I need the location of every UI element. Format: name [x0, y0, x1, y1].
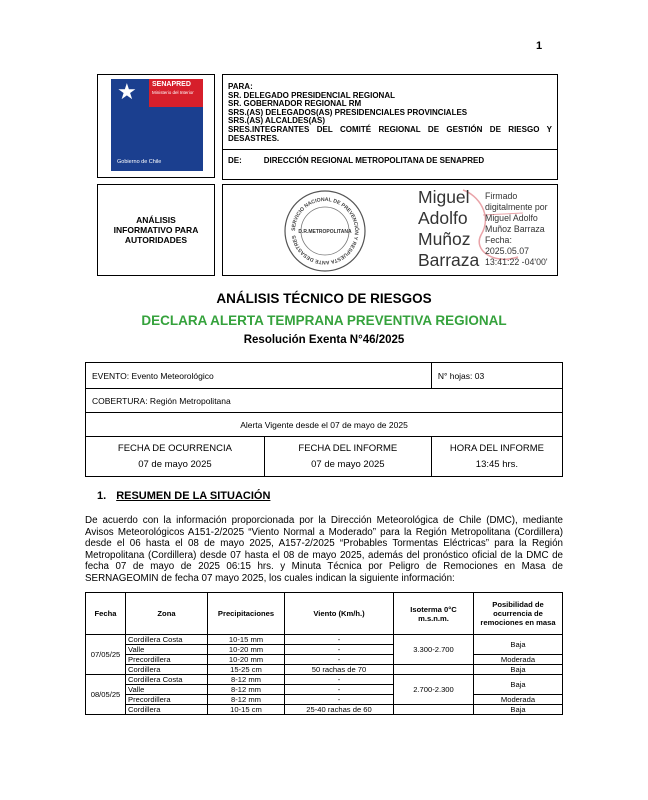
zona-cell: Precordillera — [126, 655, 208, 665]
table-row — [86, 665, 563, 675]
viento-cell: - — [285, 645, 394, 655]
logo-ministry: Ministerio del Interior — [152, 90, 194, 95]
viento-cell: 50 rachas de 70 — [285, 665, 394, 675]
header-remociones: Posibilidad de ocurrencia de remociones en masa — [474, 593, 563, 635]
para-label: PARA: — [228, 82, 253, 91]
recipient: SRS.(AS) ALCALDES(AS) — [228, 116, 326, 126]
precip-cell: 10-20 mm — [208, 655, 285, 665]
logo-government: Gobierno de Chile — [117, 159, 162, 165]
header-zona: Zona — [126, 593, 208, 635]
seal-arc-text: SERVICIO NACIONAL DE PREVENCIÓN Y RESPUESTA ANTE DESASTRES — [290, 196, 360, 266]
precip-cell: 8-12 mm — [208, 675, 285, 685]
viento-cell: - — [285, 655, 394, 665]
header-viento: Viento (Km/h.) — [285, 593, 394, 635]
header-fecha: Fecha — [86, 593, 126, 635]
fecha-cell: 07/05/25 — [86, 635, 126, 675]
section-heading — [97, 490, 270, 502]
table-row — [86, 675, 563, 685]
recipient: SR. GOBERNADOR REGIONAL RM — [228, 99, 362, 109]
viento-cell: - — [285, 635, 394, 645]
zona-cell: Valle — [126, 685, 208, 695]
remocion-cell: Baja — [474, 665, 563, 675]
remocion-cell: Moderada — [474, 655, 563, 665]
logo-box — [97, 74, 215, 178]
isoterma-cell-empty — [394, 665, 474, 675]
header-precipitaciones: Precipitaciones — [208, 593, 285, 635]
isoterma-cell: 2.700-2.300 — [394, 675, 474, 705]
precip-cell: 15-25 cm — [208, 665, 285, 675]
seal-center-text: D.R.METROPOLITANA — [298, 229, 352, 235]
header-isoterma: Isoterma 0°C m.s.n.m. — [394, 593, 474, 635]
section-number: 1. — [97, 490, 107, 502]
precip-cell: 8-12 mm — [208, 695, 285, 705]
zona-cell: Cordillera Costa — [126, 675, 208, 685]
recipient: SRS.(AS) DELEGADOS(AS) PRESIDENCIALES PROVINCIALES — [228, 107, 468, 117]
divider — [223, 149, 557, 150]
hojas-cell: N° hojas: 03 — [431, 363, 562, 389]
de-value: DIRECCIÓN REGIONAL METROPOLITANA DE SENAPRED — [263, 156, 485, 165]
event-table — [85, 362, 563, 477]
viento-cell: 25-40 rachas de 60 — [285, 705, 394, 715]
precip-cell: 10-15 cm — [208, 705, 285, 715]
recipient: SRES.INTEGRANTES DEL COMITÉ REGIONAL DE GESTIÓN DE RIESGO Y DESASTRES. — [228, 124, 552, 143]
de-label: DE: — [228, 156, 242, 165]
remocion-cell: Moderada — [474, 695, 563, 705]
table-row — [86, 695, 563, 705]
viento-cell: - — [285, 695, 394, 705]
resolution-title: Resolución Exenta N°46/2025 — [243, 334, 405, 346]
fecha-cell: 08/05/25 — [86, 675, 126, 715]
logo-name: SENAPRED — [152, 81, 191, 88]
address-box — [222, 74, 558, 180]
vigente-cell: Alerta Vigente desde el 07 de mayo de 2025 — [86, 413, 563, 437]
viento-cell: - — [285, 675, 394, 685]
main-title: ANÁLISIS TÉCNICO DE RIESGOS — [216, 291, 432, 306]
isoterma-cell-empty — [394, 705, 474, 715]
cobertura-cell: COBERTURA: Región Metropolitana — [86, 389, 563, 413]
section-title: RESUMEN DE LA SITUACIÓN — [116, 490, 271, 502]
precip-cell: 10-20 mm — [208, 645, 285, 655]
isoterma-cell: 3.300-2.700 — [394, 635, 474, 665]
from-line — [228, 157, 484, 166]
zona-cell: Cordillera Costa — [126, 635, 208, 645]
senapred-logo — [111, 79, 203, 171]
recipient: SR. DELEGADO PRESIDENCIAL REGIONAL — [228, 90, 395, 100]
precip-cell: 10-15 mm — [208, 635, 285, 645]
remocion-cell: Baja — [474, 705, 563, 715]
signer-name: Miguel Adolfo Muñoz Barraza — [418, 187, 480, 270]
evento-cell: EVENTO: Evento Meteorológico — [86, 363, 432, 389]
alert-title: DECLARA ALERTA TEMPRANA PREVENTIVA REGIONAL — [141, 313, 507, 328]
table-row — [86, 705, 563, 715]
signature-details: Firmado digitalmente por Miguel Adolfo Muñoz Barraza Fecha: 2025.05.07 13:41:22 -04'00' — [485, 191, 548, 267]
fecha-ocurrencia-cell: FECHA DE OCURRENCIA 07 de mayo 2025 — [86, 437, 265, 477]
fecha-informe-cell: FECHA DEL INFORME 07 de mayo 2025 — [264, 437, 431, 477]
signature-box — [222, 184, 558, 276]
forecast-table — [85, 592, 563, 715]
official-seal — [283, 189, 367, 273]
table-row — [86, 655, 563, 665]
zona-cell: Cordillera — [126, 705, 208, 715]
remocion-cell: Baja — [474, 635, 563, 655]
analisis-box: ANÁLISIS INFORMATIVO PARA AUTORIDADES — [97, 184, 215, 276]
hora-informe-cell: HORA DEL INFORME 13:45 hrs. — [431, 437, 562, 477]
section-paragraph: De acuerdo con la información proporcionada por la Dirección Meteorológica de Chile (DMC), mediante Avisos Meteorológicos A151-2/2025 “Viento Normal a Moderado” para la Región Metropolitana (Cordillera) desde el 06 hasta el 08 de mayo 2025, A157-2/2025 “Probables Tormentas Eléctricas” para la Región Metropolitana (Cordillera) desde 07 hasta el 08 de mayo 2025, además del pronóstico oficial de la DMC de fecha 07 de mayo de 2025 06:15 hrs. y Minuta Técnica por Peligro de Remociones en Masa de SERNAGEOMIN de fecha 07 mayo 2025, los cuales indican la siguiente información: — [85, 515, 563, 584]
page-number: 1 — [536, 40, 543, 52]
viento-cell: - — [285, 685, 394, 695]
precip-cell: 8-12 mm — [208, 685, 285, 695]
zona-cell: Cordillera — [126, 665, 208, 675]
zona-cell: Precordillera — [126, 695, 208, 705]
table-row — [86, 635, 563, 645]
remocion-cell: Baja — [474, 675, 563, 695]
star-icon: ★ — [117, 79, 137, 104]
zona-cell: Valle — [126, 645, 208, 655]
